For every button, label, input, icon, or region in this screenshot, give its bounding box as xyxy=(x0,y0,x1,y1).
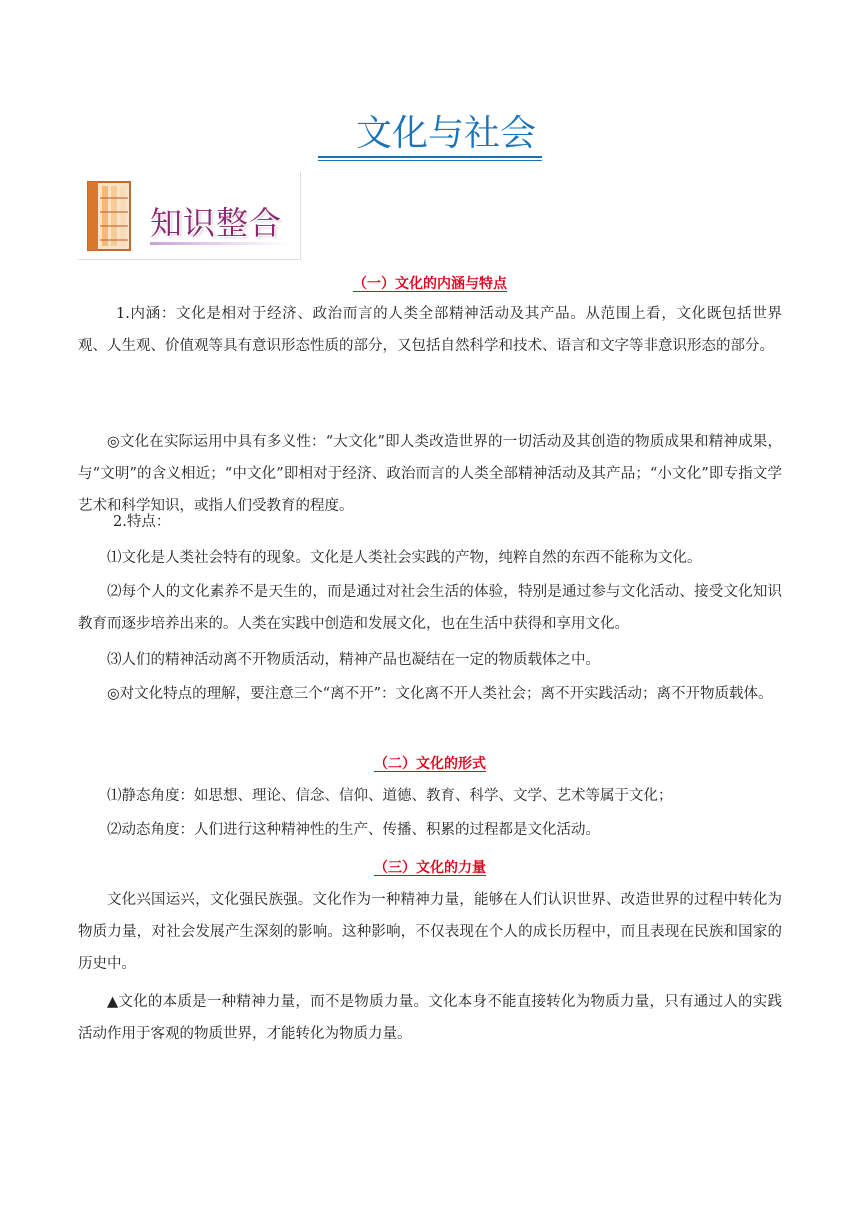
paragraph-definition: 1.内涵：文化是相对于经济、政治而言的人类全部精神活动及其产品。从范围上看，文化既包括世界观、人生观、价值观等具有意识形态性质的部分，又包括自然科学和技术、语言和文字等非意识形态的部分。 xyxy=(78,306,782,354)
section-heading-text: （二）文化的形式 xyxy=(374,756,486,772)
section-heading-2 xyxy=(0,753,860,773)
paragraph-feature-2: ⑵每个人的文化素养不是天生的，而是通过对社会生活的体验，特别是通过参与文化活动、接受文化知识教育而逐步培养出来的。人类在实践中创造和发展文化，也在生活中获得和享用文化。 xyxy=(78,584,782,632)
paragraph-dynamic-view: ⑵动态角度：人们进行这种精神性的生产、传播、积累的过程都是文化活动。 xyxy=(107,822,600,838)
paragraph-three-inseparables: ◎对文化特点的理解，要注意三个“离不开”：文化离不开人类社会；离不开实践活动；离不开物质载体。 xyxy=(107,686,773,702)
paragraph-feature-3: ⑶人们的精神活动离不开物质活动，精神产品也凝结在一定的物质载体之中。 xyxy=(107,652,600,668)
book-icon xyxy=(86,180,132,252)
banner-underline xyxy=(150,242,290,245)
page-title: 文化与社会 xyxy=(318,112,542,158)
section-heading-text: （三）文化的力量 xyxy=(374,860,486,876)
paragraph-essence: ▲文化的本质是一种精神力量，而不是物质力量。文化本身不能直接转化为物质力量，只有通过人的实践活动作用于客观的物质世界，才能转化为物质力量。 xyxy=(78,994,782,1042)
paragraph-polysemy: ◎文化在实际运用中具有多义性：“大文化”即人类改造世界的一切活动及其创造的物质成果和精神成果，与“文明”的含义相近；“中文化”即相对于经济、政治而言的人类全部精神活动及其产品；“小文化”即专指文学艺术和科学知识，或指人们受教育的程度。 xyxy=(78,434,782,514)
section-heading-3 xyxy=(0,857,860,877)
banner-label: 知识整合 xyxy=(150,204,283,242)
knowledge-banner xyxy=(78,172,301,260)
paragraph-static-view: ⑴静态角度：如思想、理论、信念、信仰、道德、教育、科学、文学、艺术等属于文化； xyxy=(107,788,673,804)
paragraph-power: 文化兴国运兴，文化强民族强。文化作为一种精神力量，能够在人们认识世界、改造世界的过程中转化为物质力量，对社会发展产生深刻的影响。这种影响，不仅表现在个人的成长历程中，而且表现在民族和国家的历史中。 xyxy=(78,892,782,972)
paragraph-feature-1: ⑴文化是人类社会特有的现象。文化是人类社会实践的产物，纯粹自然的东西不能称为文化。 xyxy=(107,550,702,566)
paragraph-features-label: 2.特点： xyxy=(113,514,171,530)
section-heading-text: （一）文化的内涵与特点 xyxy=(353,276,507,292)
section-heading-1 xyxy=(0,273,860,293)
